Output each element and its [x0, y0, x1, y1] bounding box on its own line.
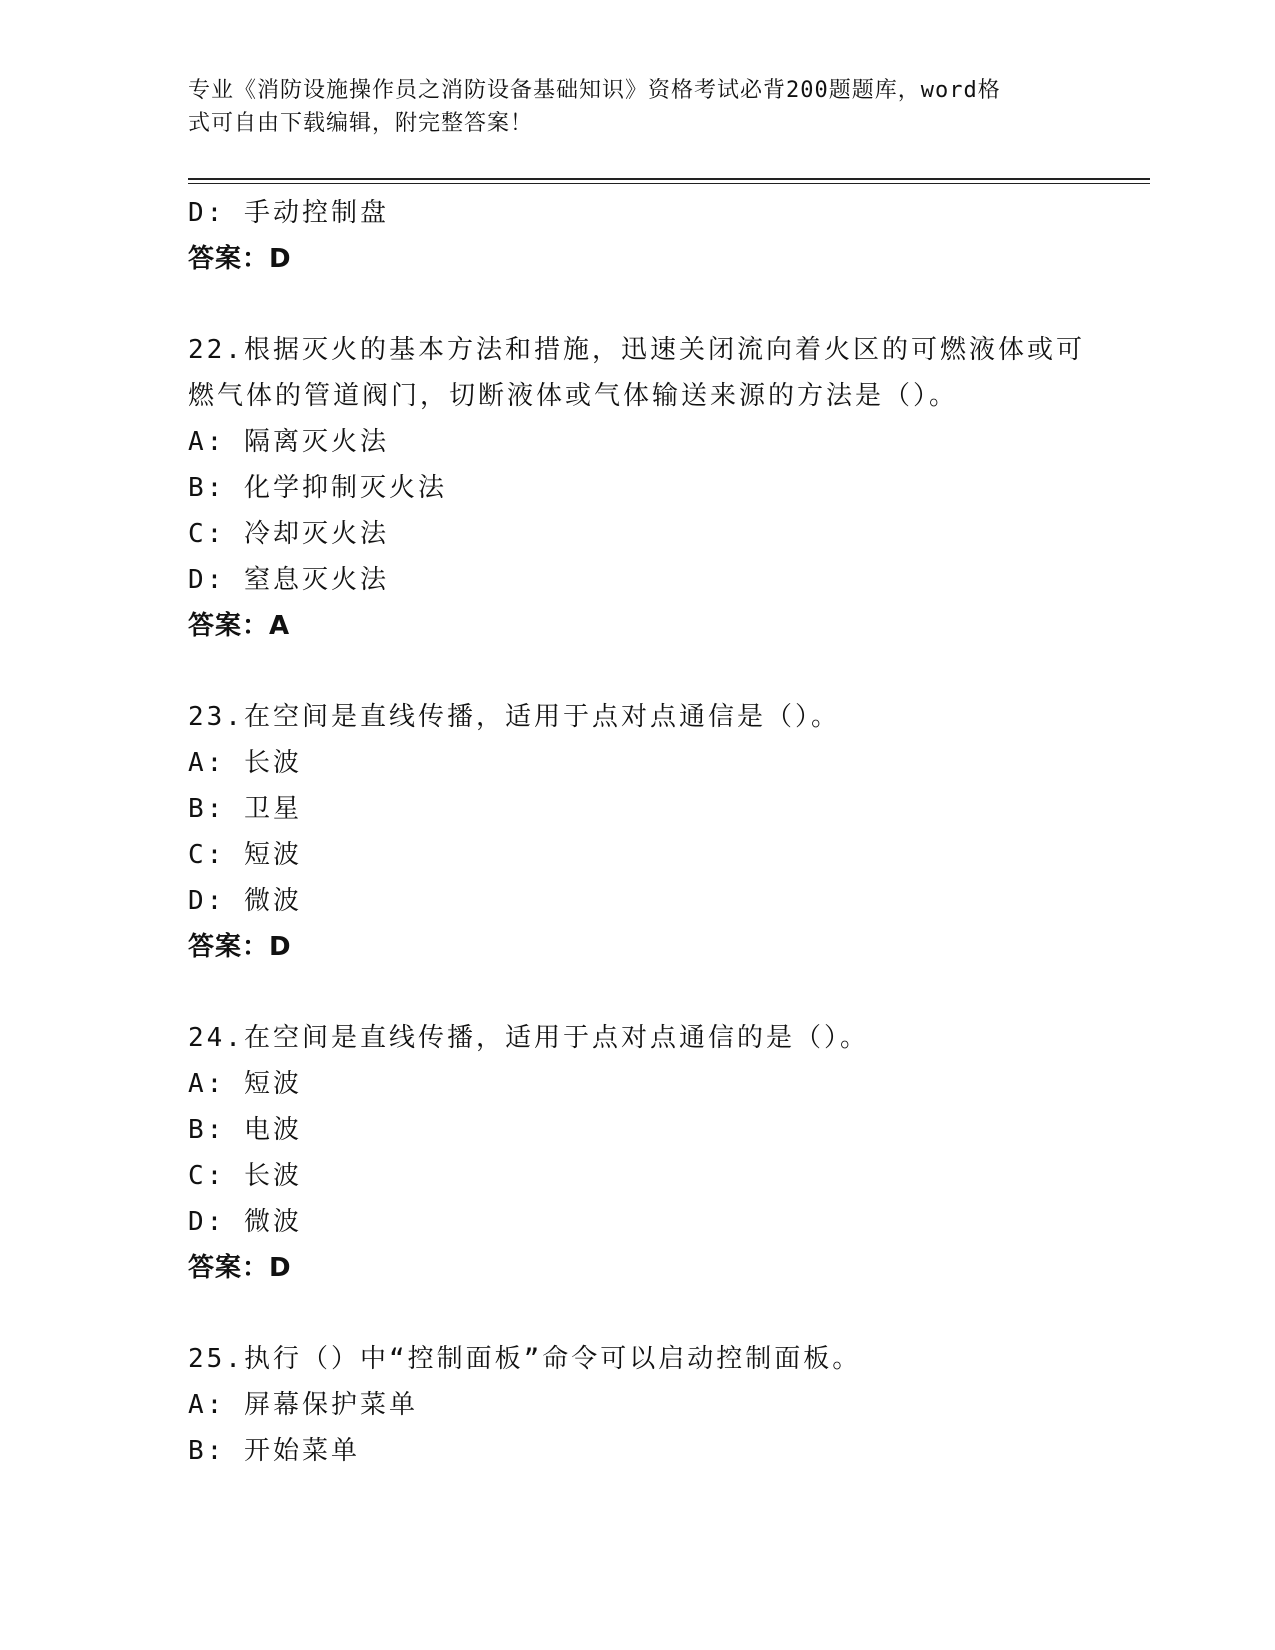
- option-d: D: 手动控制盘: [188, 198, 389, 228]
- option-d: D: 微波: [188, 1207, 302, 1237]
- option-c: C: 冷却灭火法: [188, 519, 389, 549]
- document-header: [188, 74, 1068, 140]
- answer-line: 答案：D: [188, 1253, 292, 1283]
- option-b: B: 卫星: [188, 794, 302, 824]
- option-b: B: 开始菜单: [188, 1436, 360, 1466]
- header-divider-thin: [188, 183, 1150, 184]
- header-divider-thick: [188, 178, 1150, 180]
- question-25: [188, 1336, 1088, 1474]
- option-c: C: 长波: [188, 1161, 302, 1191]
- question-24: [188, 1015, 1088, 1291]
- option-a: A: 短波: [188, 1069, 302, 1099]
- question-fragment-21: [188, 190, 1088, 282]
- question-stem: 23.在空间是直线传播，适用于点对点通信是（）。: [188, 702, 840, 732]
- option-b: B: 化学抑制灭火法: [188, 473, 447, 503]
- question-stem: 25.执行（）中“控制面板”命令可以启动控制面板。: [188, 1344, 862, 1374]
- question-stem: 24.在空间是直线传播，适用于点对点通信的是（）。: [188, 1023, 869, 1053]
- question-list: [188, 190, 1088, 1474]
- header-line-2: 式可自由下载编辑，附完整答案！: [188, 111, 534, 136]
- option-a: A: 长波: [188, 748, 302, 778]
- option-b: B: 电波: [188, 1115, 302, 1145]
- question-22: [188, 327, 1088, 649]
- answer-line: 答案：A: [188, 611, 291, 641]
- header-line-1: 专业《消防设施操作员之消防设备基础知识》资格考试必背200题题库，word格: [188, 78, 1001, 103]
- question-stem: 22.根据灭火的基本方法和措施，迅速关闭流向着火区的可燃液体或可: [188, 335, 1085, 365]
- option-c: C: 短波: [188, 840, 302, 870]
- question-23: [188, 694, 1088, 970]
- answer-line: 答案：D: [188, 932, 292, 962]
- option-a: A: 隔离灭火法: [188, 427, 389, 457]
- question-stem-cont: 燃气体的管道阀门，切断液体或气体输送来源的方法是（）。: [188, 381, 959, 411]
- option-d: D: 窒息灭火法: [188, 565, 389, 595]
- option-d: D: 微波: [188, 886, 302, 916]
- option-a: A: 屏幕保护菜单: [188, 1390, 418, 1420]
- answer-line: 答案：D: [188, 244, 292, 274]
